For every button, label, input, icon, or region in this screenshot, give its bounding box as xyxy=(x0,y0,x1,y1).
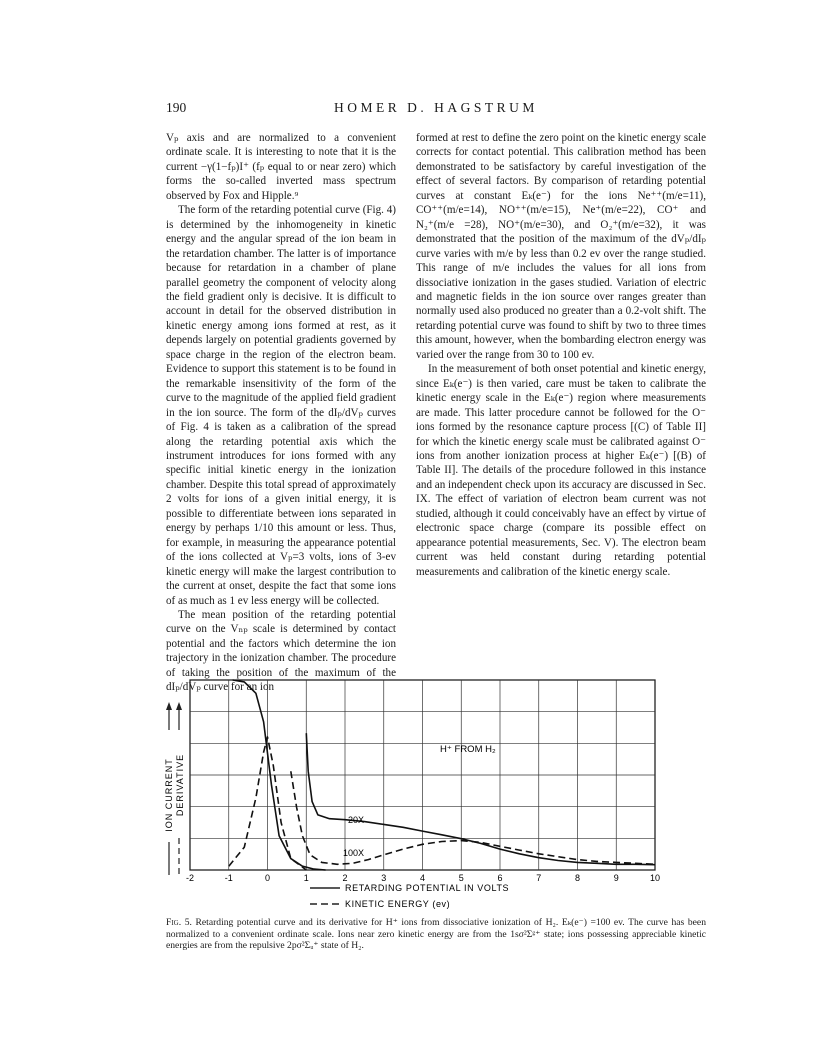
caption-lead: Fig. 5. xyxy=(166,917,192,928)
y-arrowhead-right xyxy=(176,702,182,710)
figure xyxy=(150,670,670,915)
page-number: 190 xyxy=(166,100,187,115)
y-label-derivative: DERIVATIVE xyxy=(175,753,185,817)
x-tick-label: -2 xyxy=(185,873,195,883)
paragraph: In the measurement of both onset potential and kinetic energy, since Eₖ(e⁻) is then varied, care must be taken to calibrate the kinetic energy scale in the Eₖ(e⁻) region where measurements are made. This latter procedure cannot be followed for the O⁻ ions formed by the resonance capture process [(C) of Table II] for which the kinetic energy scale must be calibrated against O⁻ ions from another ionization process at higher Eₖ(e⁻) [(B) of Table II]. The details of the procedure followed in this instance and an independent check upon its accuracy are discussed in Sec. IX. The effect of variation of electron beam current was not studied, although it could conceivably have an effect by virtue of electronic space charge (compare its possible effect on appearance potential measurements, Sec. V). The electron beam current was held constant during retarding potential measurements and calibration of the kinetic energy scale. xyxy=(416,363,706,578)
y-arrowhead-left xyxy=(166,702,172,710)
x-tick-label: 8 xyxy=(574,873,581,883)
paragraph: formed at rest to define the zero point on the kinetic energy scale corrects for contact potential. This calibration method has been demonstrated to be satisfactory by careful investigation of the effect of several factors. By comparison of retarding potential curves at constant Eₖ(e⁻) for the ions Ne⁺⁺(m/e=11), CO⁺⁺(m/e=14), NO⁺⁺(m/e=15), Ne⁺(m/e=22), CO⁺ and N₂⁺(m/e =28), NO⁺(m/e=30), and O₂⁺(m/e=32), it was demonstrated that the position of the maximum of the dVₚ/dIₚ curve varies with m/e by less than 0.2 ev over the range studied. This range of m/e includes the values for all ions from dissociative ionization in the gases studied. Variation of electric and magnetic fields in the ion source over ranges greater than normally used also produced no greater than a 0.2-volt shift. The retarding potential curve was found to shift by two to three times this amount, however, when the bombarding electron energy was varied over the range from 30 to 100 ev. xyxy=(416,132,706,361)
left-column xyxy=(166,131,396,695)
x-tick-label: 3 xyxy=(381,873,387,883)
chart xyxy=(150,670,670,915)
caption-text: Retarding potential curve and its derivative for H⁺ ions from dissociative ionization of H₂. Eₖ(e⁻) =100 ev. The curve has been normalized to a convenient ordinate scale. Ions near zero kinetic energy are from the 1sσ²Σᵍ⁺ state; ions possessing appreciable kinetic energies are from the repulsive 2pσ²Σᵤ⁺ state of H₂. xyxy=(166,917,706,952)
legend-dashed-label: KINETIC ENERGY (ev) xyxy=(345,899,451,909)
right-column xyxy=(416,131,706,579)
legend xyxy=(310,883,509,909)
x-tick-label: -1 xyxy=(224,873,233,883)
annotation-20x: 20X xyxy=(348,815,365,825)
annotation-ion: H⁺ FROM H₂ xyxy=(440,744,496,755)
paragraph: The form of the retarding potential curve (Fig. 4) is determined by the inhomogeneity in kinetic energy and the angular spread of the ion beam in the retardation chamber. The latter is of importance because for retardation in a chamber of plane parallel geometry the component of velocity along the field gradient only is decisive. It is difficult to account in detail for the observed distribution in kinetic energy among ions formed at rest, as it depends largely on potential gradients governed by space charge in the region of the electron beam. Evidence to support this statement is to be found in the remarkable insensitivity of the form of the curve to the magnitude of the applied field gradient in the ion source. The form of the dIₚ/dVₚ curves of Fig. 4 is taken as a calibration of the spread along the retarding potential axis which the instrument introduces for ions formed with any specific initial kinetic energy in the ionization chamber. Despite this total spread of approximately 2 volts for ions of a given initial energy, it is possible to differentiate between ions separated in energy by perhaps 1/10 this amount or less. Thus, for example, in measuring the appearance potential of the ions collected at Vₚ=3 volts, ions of 3-ev kinetic energy will make the largest contribution to the current at onset, despite the fact that some ions of as much as 1 ev less energy will be collected. xyxy=(166,204,396,607)
x-tick-label: 2 xyxy=(342,873,348,883)
page-header xyxy=(166,100,706,116)
paragraph: The mean position of the retarding potential curve on the Vₙₚ scale is determined by contact potential and the factors which determine the ion trajectory in the ionization chamber. The procedure of taking the position of the maximum of the dIₚ/dVₚ curve for an ion xyxy=(166,608,396,694)
x-tick-label: 9 xyxy=(613,873,619,883)
chart-ticks xyxy=(186,873,660,883)
y-axis-labels xyxy=(164,702,185,875)
x-tick-label: 7 xyxy=(536,873,542,883)
x-tick-label: 10 xyxy=(649,873,661,883)
annotation-100x: 100X xyxy=(343,848,365,858)
x-tick-label: 4 xyxy=(419,873,426,883)
x-tick-label: 5 xyxy=(458,873,464,883)
paragraph: Vₚ axis and are normalized to a convenient ordinate scale. It is interesting to note that it is the current −γ(1−fₚ)I⁺ (fₚ equal to or near zero) which forms the so-called inverted mass spectrum observed by Fox and Hipple.⁹ xyxy=(166,132,396,202)
legend-solid-label: RETARDING POTENTIAL IN VOLTS xyxy=(345,883,510,893)
y-label-current: ION CURRENT xyxy=(164,758,174,832)
running-head: HOMER D. HAGSTRUM xyxy=(334,100,538,115)
figure-caption xyxy=(166,917,706,952)
x-tick-label: 1 xyxy=(303,873,309,883)
x-tick-label: 0 xyxy=(264,873,271,883)
x-tick-label: 6 xyxy=(497,873,503,883)
